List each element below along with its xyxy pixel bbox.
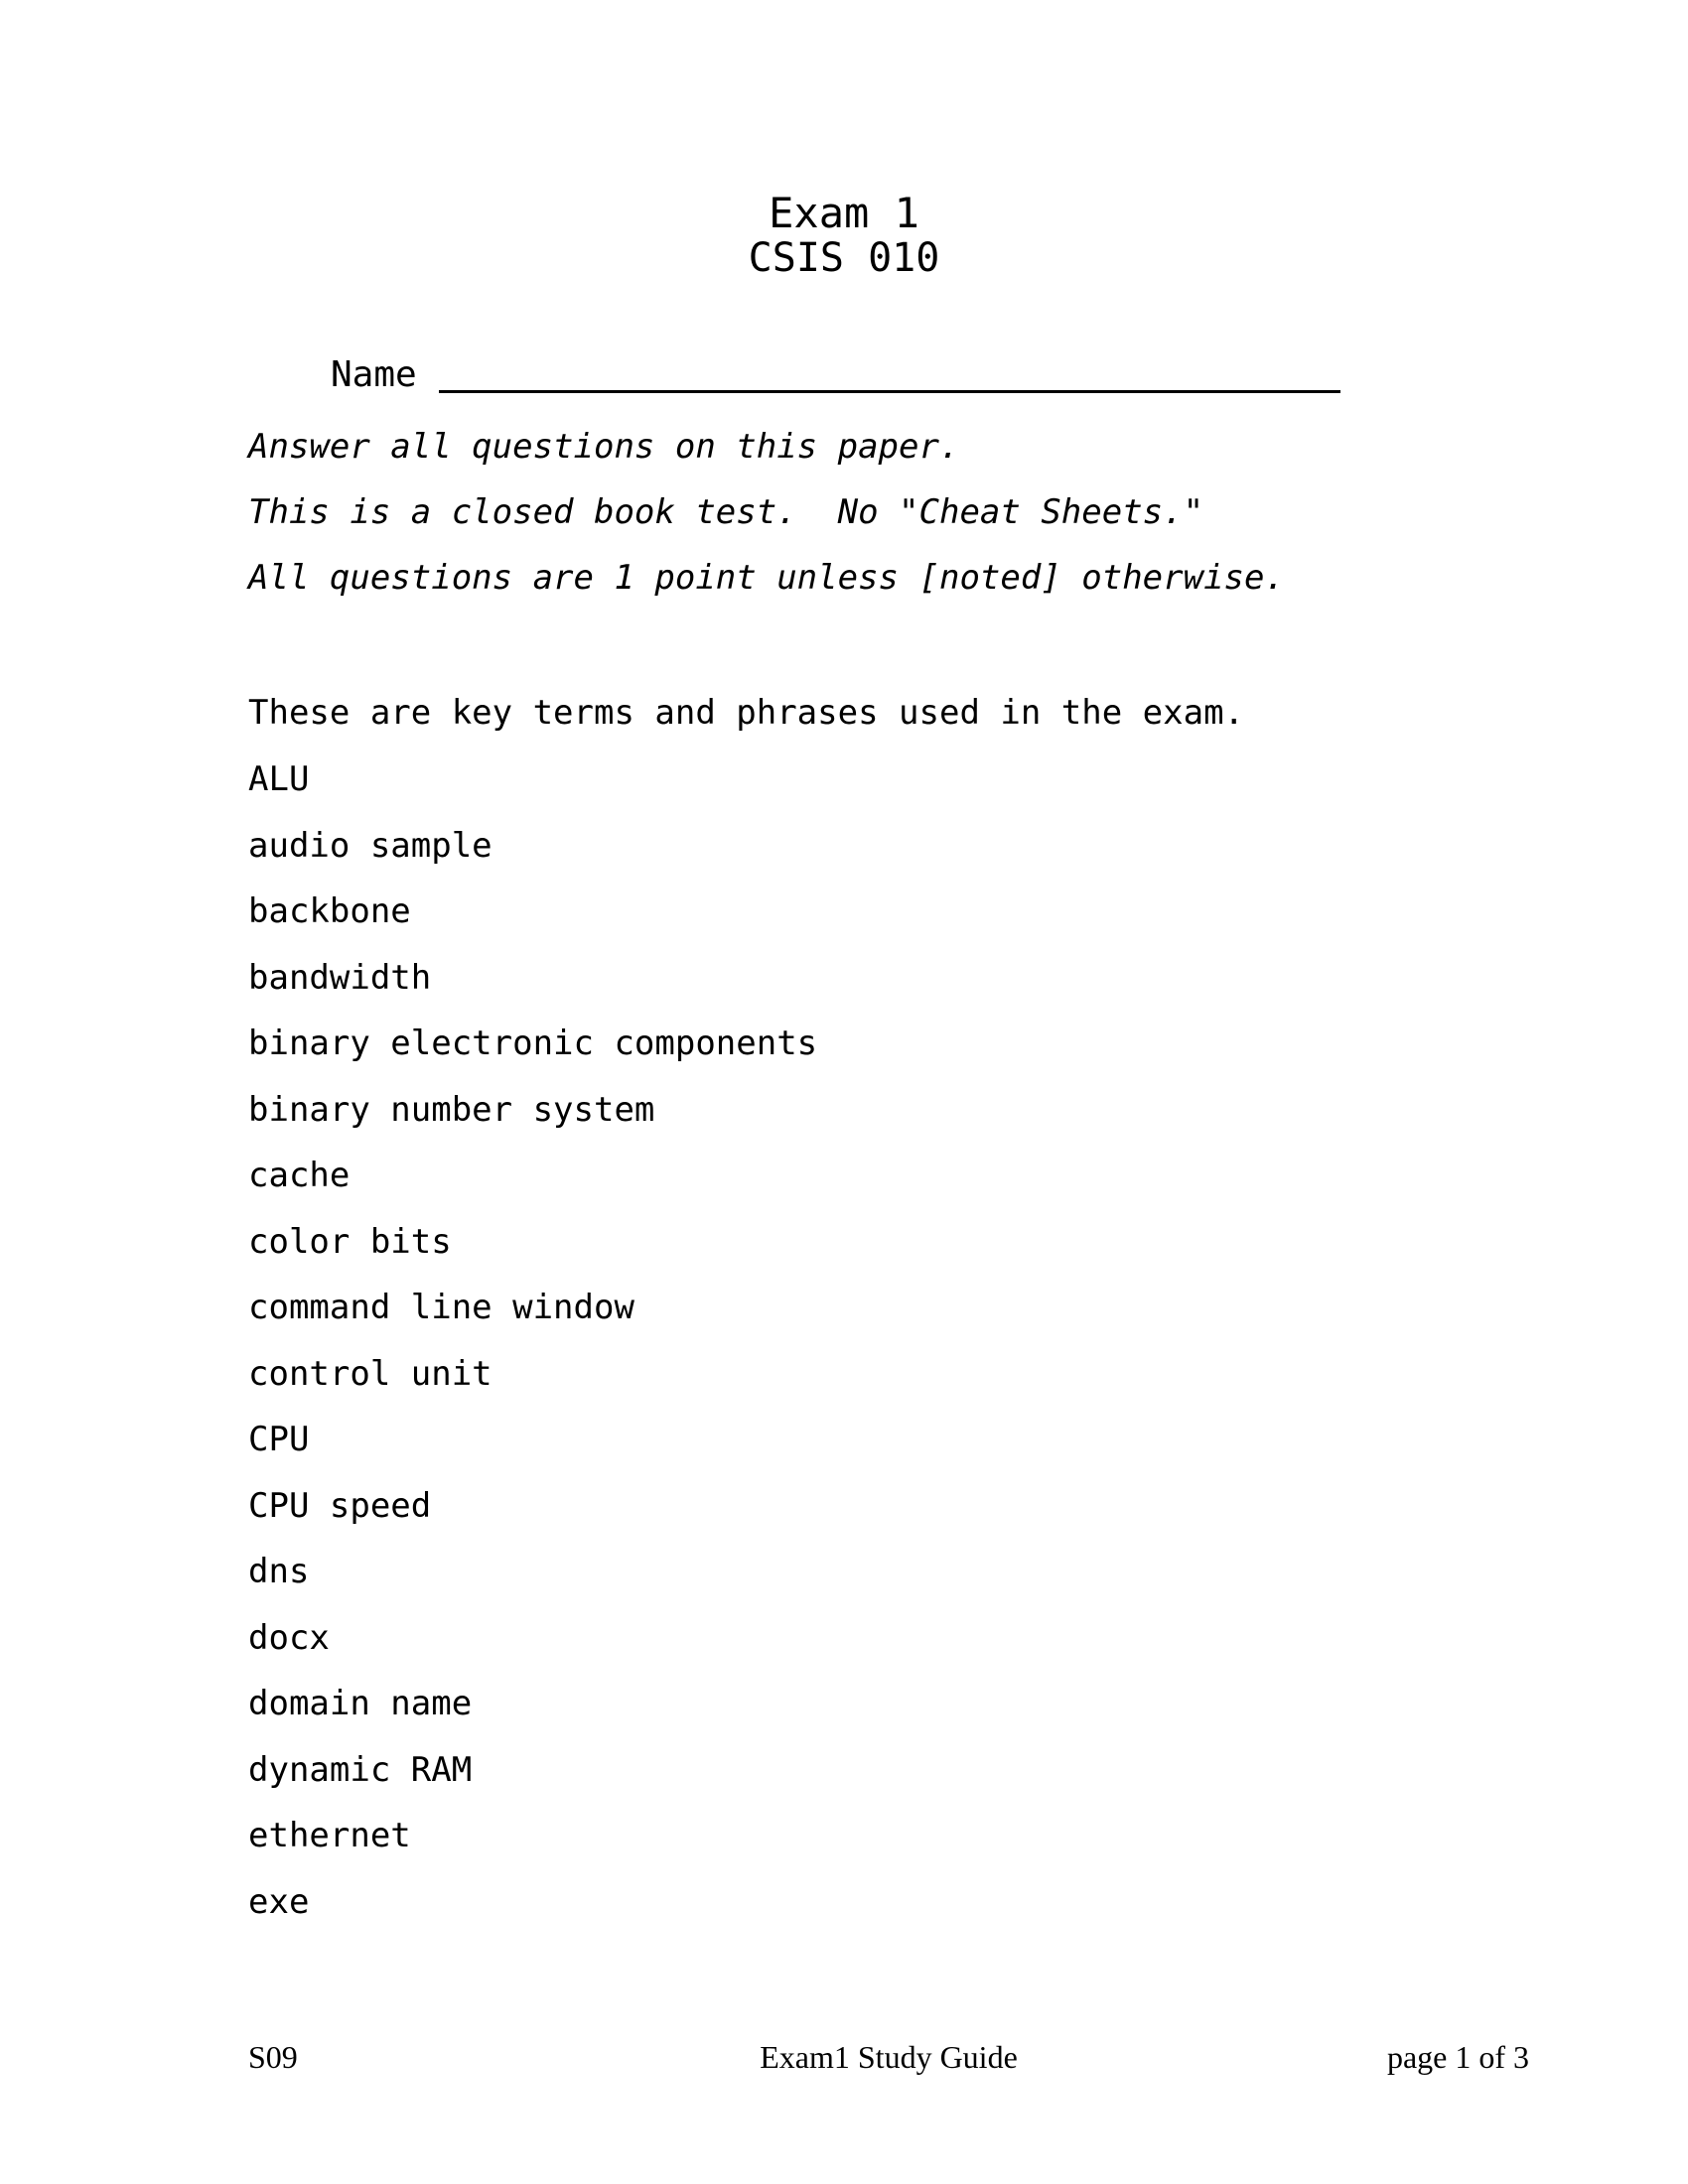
key-term: binary number system [248, 1089, 655, 1130]
key-term: CPU speed [248, 1485, 432, 1526]
key-term: backbone [248, 891, 411, 931]
key-terms-intro: These are key terms and phrases used in the exam. [248, 693, 1245, 733]
key-term: docx [248, 1617, 330, 1658]
key-term: audio sample [248, 825, 492, 866]
footer-term-code: S09 [248, 2039, 298, 2075]
key-term: command line window [248, 1288, 634, 1327]
instruction-line: All questions are 1 point unless [noted] otherwise. [248, 558, 1285, 598]
key-terms-list [248, 759, 817, 1948]
key-term: cache [248, 1156, 351, 1195]
name-field [331, 347, 1340, 397]
footer-page-number: page 1 of 3 [1386, 2039, 1529, 2075]
key-term: binary electronic components [248, 1024, 818, 1063]
name-blank-line[interactable] [439, 390, 1340, 393]
key-term: CPU [248, 1420, 310, 1459]
exam-title: Exam 1 [769, 189, 919, 237]
key-term: control unit [248, 1353, 492, 1394]
instruction-line: Answer all questions on this paper. [248, 427, 960, 467]
key-term: domain name [248, 1684, 473, 1723]
key-term: color bits [248, 1221, 452, 1262]
name-label: Name [331, 354, 417, 395]
key-term: exe [248, 1881, 310, 1922]
instruction-line: This is a closed book test. No "Cheat Sheets." [248, 492, 1204, 532]
key-term: dynamic RAM [248, 1749, 473, 1790]
key-term: ALU [248, 759, 310, 799]
key-term: bandwidth [248, 957, 432, 998]
footer-document-title: Exam1 Study Guide [760, 2039, 1018, 2075]
key-term: ethernet [248, 1816, 411, 1855]
key-term: dns [248, 1552, 310, 1591]
course-code: CSIS 010 [748, 235, 940, 281]
